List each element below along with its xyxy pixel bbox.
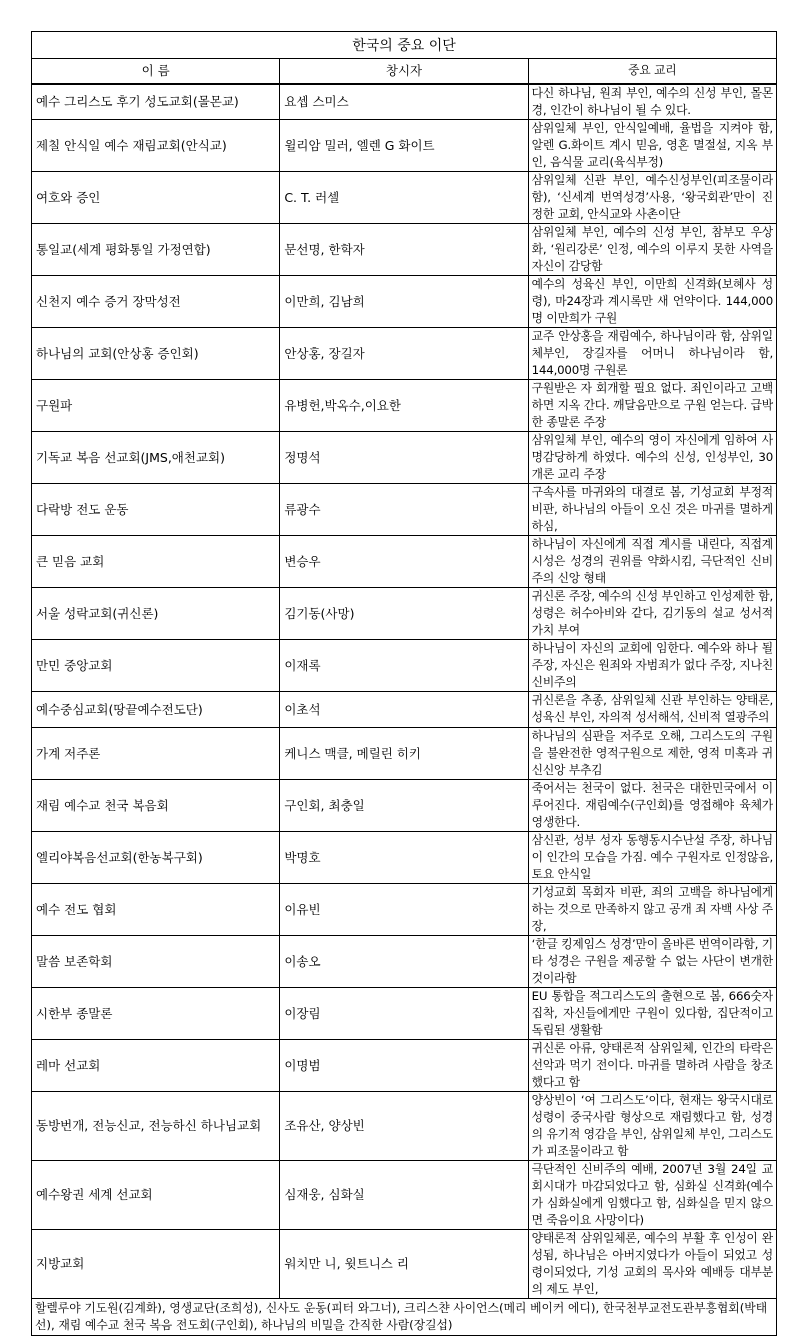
row-founder-text: 안상홍, 장길자: [284, 345, 365, 361]
row-doctrine: [528, 639, 776, 691]
row-name: [32, 379, 280, 431]
row-doctrine-text: 삼위일체 부인, 예수의 영이 자신에게 임하여 사명감당하게 하였다. 예수의 신성, 인성부인, 30개론 교리 주장: [531, 432, 773, 481]
row-doctrine-text: 삼위일체 부인, 안식일예배, 율법을 지켜야 함, 알렌 G.화이트 계시 믿음, 영혼 멸절설, 지옥 부인, 음식물 교리(육식부정): [531, 120, 773, 169]
row-founder: [280, 1039, 528, 1091]
row-founder: [280, 883, 528, 935]
row-doctrine: [528, 223, 776, 275]
row-founder: [280, 275, 528, 327]
row-doctrine: [528, 1091, 776, 1160]
row-founder-text: 윌리암 밀러, 엘렌 G 화이트: [284, 137, 435, 153]
row-founder-text: 유병헌,박옥수,이요한: [284, 397, 401, 413]
row-name-text: 신천지 예수 증거 장막성전: [36, 293, 181, 309]
row-doctrine: [528, 119, 776, 171]
row-doctrine-text: ‘한글 킹제임스 성경’만이 올바른 번역이라함, 기타 성경은 구원을 제공할 수 없는 사단이 변개한 것이라함: [531, 936, 773, 985]
row-doctrine-text: 삼신관, 성부 성자 동행동시수난설 주장, 하나님이 인간의 모습을 가짐. 예수 구원자로 인정않음, 토요 안식일: [531, 832, 773, 881]
row-name-text: 기독교 복음 선교회(JMS,애천교회): [36, 449, 225, 465]
row-doctrine: [528, 831, 776, 883]
row-name-text: 재림 예수교 천국 복음회: [36, 797, 169, 813]
row-name: [32, 1039, 280, 1091]
row-founder: [280, 483, 528, 535]
row-name: [32, 119, 280, 171]
row-name-text: 가계 저주론: [36, 745, 101, 761]
row-founder: [280, 779, 528, 831]
row-name-text: 시한부 종말론: [36, 1005, 113, 1021]
row-founder: [280, 935, 528, 987]
row-name-text: 구원파: [36, 397, 73, 413]
row-founder: [280, 327, 528, 379]
table-row: [32, 483, 777, 535]
row-doctrine-text: 귀신론 아류, 양태론적 삼위일체, 인간의 타락은 선악과 먹기 전이다. 마귀를 멸하려 사람을 창조했다고 함: [531, 1040, 773, 1089]
row-doctrine: [528, 691, 776, 727]
row-founder-text: 이만희, 김남희: [284, 293, 365, 309]
row-name: [32, 431, 280, 483]
row-doctrine: [528, 935, 776, 987]
row-name-text: 서울 성락교회(귀신론): [36, 605, 159, 621]
row-name-text: 통일교(세계 평화통일 가정연합): [36, 241, 211, 257]
table-row: [32, 987, 777, 1039]
table-row: [32, 535, 777, 587]
table-row: [32, 84, 777, 120]
row-founder-text: 박명호: [284, 849, 321, 865]
row-founder: [280, 1229, 528, 1298]
row-doctrine: [528, 84, 776, 120]
row-doctrine-text: EU 통합을 적그리스도의 출현으로 봄, 666숫자 집착, 자신들에게만 구원이 있다함, 집단적이고 독립된 생활함: [531, 988, 773, 1037]
row-doctrine: [528, 327, 776, 379]
row-name: [32, 84, 280, 120]
row-doctrine: [528, 535, 776, 587]
row-doctrine-text: 양상빈이 ‘여 그리스도’이다, 현재는 왕국시대로 성령이 중국사람 형상으로 재림했다고 함, 성경의 유기적 영감을 부인, 삼위일체 부인, 그리스도가 피조물이라고 함: [531, 1092, 773, 1158]
row-name: [32, 223, 280, 275]
row-name: [32, 171, 280, 223]
row-founder-text: 심재웅, 심화실: [284, 1187, 365, 1202]
row-founder-text: 이명범: [284, 1057, 321, 1073]
row-doctrine: [528, 379, 776, 431]
table-row: [32, 883, 777, 935]
row-doctrine: [528, 587, 776, 639]
row-name: [32, 639, 280, 691]
row-name: [32, 483, 280, 535]
heresy-table: [31, 31, 777, 1336]
table-row: [32, 327, 777, 379]
row-founder-text: 이유빈: [284, 901, 321, 917]
row-name: [32, 987, 280, 1039]
row-doctrine: [528, 987, 776, 1039]
row-doctrine-text: 극단적인 신비주의 예배, 2007년 3월 24일 교회시대가 마감되었다고 함, 심화실 신격화(예수가 심화실에게 임했다고 함, 심화실을 믿지 않으면 죽음이요 사망이다): [531, 1161, 773, 1227]
row-doctrine: [528, 883, 776, 935]
header-name: 이 름: [32, 59, 280, 84]
row-doctrine: [528, 1229, 776, 1298]
row-name-text: 제칠 안식일 예수 재림교회(안식교): [36, 137, 227, 153]
row-founder-text: 변승우: [284, 553, 321, 569]
row-founder-text: 이재록: [284, 657, 321, 673]
row-founder: [280, 535, 528, 587]
row-doctrine-text: 교주 안상홍을 재림예수, 하나님이라 함, 삼위일체부인, 장길자를 어머니 하나님이라 함, 144,000명 구원론: [531, 328, 773, 377]
table-row: [32, 691, 777, 727]
row-founder: [280, 831, 528, 883]
row-founder: [280, 171, 528, 223]
table-row: [32, 223, 777, 275]
table-title: 한국의 중요 이단: [32, 32, 777, 59]
row-doctrine-text: 예수의 성육신 부인, 이만희 신격화(보혜사 성령), 마24장과 계시록만 새 언약이다. 144,000명 이만희가 구원: [531, 276, 773, 325]
row-name: [32, 1160, 280, 1229]
row-name-text: 레마 선교회: [36, 1057, 101, 1073]
table-row: [32, 587, 777, 639]
row-name-text: 예수중심교회(땅끝예수전도단): [36, 701, 203, 717]
row-founder-text: 김기동(사망): [284, 605, 355, 621]
row-founder: [280, 987, 528, 1039]
row-founder-text: 이초석: [284, 701, 321, 717]
table-row: [32, 1039, 777, 1091]
table-row: [32, 831, 777, 883]
row-name-text: 지방교회: [36, 1256, 85, 1271]
row-founder: [280, 1160, 528, 1229]
row-founder: [280, 639, 528, 691]
row-founder: [280, 587, 528, 639]
row-name-text: 예수 그리스도 후기 성도교회(몰몬교): [36, 94, 239, 109]
row-name-text: 동방번개, 전능신교, 전능하신 하나님교회: [36, 1118, 262, 1133]
row-doctrine-text: 죽어서는 천국이 없다. 천국은 대한민국에서 이루어진다. 재림예수(구인회)를 영접해야 육체가 영생한다.: [531, 780, 773, 829]
row-doctrine: [528, 779, 776, 831]
row-doctrine-text: 구원받은 자 회개할 필요 없다. 죄인이라고 고백하면 지옥 간다. 깨달음만으로 구원 얻는다. 급박한 종말론 주장: [531, 380, 773, 429]
row-doctrine-text: 귀신론을 추종, 삼위일체 신관 부인하는 양태론, 성육신 부인, 자의적 성서해석, 신비적 열광주의: [531, 693, 773, 724]
table-row: [32, 171, 777, 223]
row-name: [32, 935, 280, 987]
row-name: [32, 883, 280, 935]
row-founder: [280, 691, 528, 727]
row-doctrine-text: 하나님의 심판을 저주로 오해, 그리스도의 구원을 불완전한 영적구원으로 제한, 영적 미혹과 귀신신앙 부추김: [531, 728, 773, 777]
row-name-text: 예수 전도 협회: [36, 901, 117, 917]
header-doctrine: 중요 교리: [528, 59, 776, 84]
row-name-text: 큰 믿음 교회: [36, 553, 105, 569]
row-doctrine-text: 하나님이 자신에게 직접 계시를 내린다, 직접계시성은 성경의 권위를 약화시킴, 극단적인 신비주의 신앙 형태: [531, 536, 773, 585]
row-name-text: 다락방 전도 운동: [36, 501, 129, 517]
row-name-text: 만민 중앙교회: [36, 657, 113, 673]
row-doctrine-text: 기성교회 목회자 비판, 죄의 고백을 하나님에게 하는 것으로 만족하지 않고 공개 죄 자백 사상 주장,: [531, 884, 773, 933]
row-name-text: 말씀 보존학회: [36, 953, 113, 969]
table-row: [32, 779, 777, 831]
row-doctrine-text: 양태론적 삼위일체론, 예수의 부활 후 인성이 완성됨, 하나님은 아버지였다가 아들이 되었고 성령이되었다, 기성 교회의 목사와 예배등 대부분의 제도 부인,: [531, 1230, 773, 1296]
row-doctrine: [528, 431, 776, 483]
row-founder-text: C. T. 러셀: [284, 189, 340, 205]
row-name: [32, 275, 280, 327]
row-founder-text: 류광수: [284, 501, 321, 517]
table-row: [32, 379, 777, 431]
row-founder-text: 정명석: [284, 449, 321, 465]
row-founder-text: 요셉 스미스: [284, 94, 349, 109]
row-founder-text: 조유산, 양상빈: [284, 1118, 365, 1133]
row-doctrine: [528, 483, 776, 535]
row-doctrine: [528, 1039, 776, 1091]
row-name: [32, 327, 280, 379]
table-row: [32, 119, 777, 171]
row-doctrine-text: 귀신론 주장, 예수의 신성 부인하고 인성제한 함, 성령은 허수아비와 같다, 김기동의 설교 성서적 가치 부여: [531, 588, 773, 637]
row-name: [32, 727, 280, 779]
row-doctrine-text: 구속사를 마귀와의 대결로 봄, 기성교회 부정적 비판, 하나님의 아들이 오신 것은 마귀를 멸하게 하심,: [531, 484, 773, 533]
row-founder: [280, 223, 528, 275]
row-name-text: 하나님의 교회(안상홍 증인회): [36, 345, 199, 361]
row-founder-text: 구인회, 최충일: [284, 797, 365, 813]
row-doctrine: [528, 727, 776, 779]
table-row: [32, 431, 777, 483]
table-row: [32, 275, 777, 327]
row-name: [32, 779, 280, 831]
table-row: [32, 727, 777, 779]
footer-note: 할렐루야 기도원(김계화), 영생교단(조희성), 신사도 운동(피터 와그너), 크리스챤 사이언스(메리 베이커 에디), 한국천부교전도관부흥협회(박태선), 재림 예수교 천국 복음 전도회(구인회), 하나님의 비밀을 간직한 사람(장길섭): [32, 1298, 777, 1335]
row-name: [32, 831, 280, 883]
table-row: [32, 1229, 777, 1298]
row-founder: [280, 431, 528, 483]
table-row: [32, 1160, 777, 1229]
row-founder: [280, 379, 528, 431]
row-name-text: 엘리야복음선교회(한농복구회): [36, 849, 203, 865]
row-founder: [280, 84, 528, 120]
row-doctrine: [528, 171, 776, 223]
row-founder-text: 케니스 맥클, 메릴린 히키: [284, 745, 421, 761]
row-name-text: 예수왕권 세계 선교회: [36, 1187, 153, 1202]
table-row: [32, 639, 777, 691]
row-name: [32, 691, 280, 727]
row-founder-text: 문선명, 한학자: [284, 241, 365, 257]
heresy-table-sheet: [31, 31, 777, 1336]
row-name: [32, 587, 280, 639]
row-doctrine-text: 다신 하나님, 원죄 부인, 예수의 신성 부인, 몰몬경, 인간이 하나님이 될 수 있다.: [531, 85, 773, 117]
row-founder-text: 이장림: [284, 1005, 321, 1021]
row-doctrine-text: 삼위일체 신관 부인, 예수신성부인(피조물이라함), ‘신세계 번역성경’사용, ‘왕국회관’만이 진정한 교회, 안식교와 사촌이단: [531, 172, 773, 221]
row-founder-text: 워치만 니, 윗트니스 리: [284, 1256, 409, 1271]
row-doctrine: [528, 275, 776, 327]
row-founder-text: 이송오: [284, 953, 321, 969]
row-name: [32, 535, 280, 587]
row-doctrine: [528, 1160, 776, 1229]
row-name: [32, 1091, 280, 1160]
row-founder: [280, 119, 528, 171]
row-doctrine-text: 삼위일체 부인, 예수의 신성 부인, 참부모 우상화, ‘원리강론’ 인정, 예수의 이루지 못한 사역을 자신이 감당함: [531, 224, 773, 273]
row-founder: [280, 727, 528, 779]
table-row: [32, 1091, 777, 1160]
row-name: [32, 1229, 280, 1298]
row-name-text: 여호와 증인: [36, 189, 101, 205]
header-founder: 창시자: [280, 59, 528, 84]
row-doctrine-text: 하나님이 자신의 교회에 임한다. 예수와 하나 될 주장, 자신은 원죄와 자범죄가 없다 주장, 지나친 신비주의: [531, 640, 773, 689]
row-founder: [280, 1091, 528, 1160]
table-row: [32, 935, 777, 987]
